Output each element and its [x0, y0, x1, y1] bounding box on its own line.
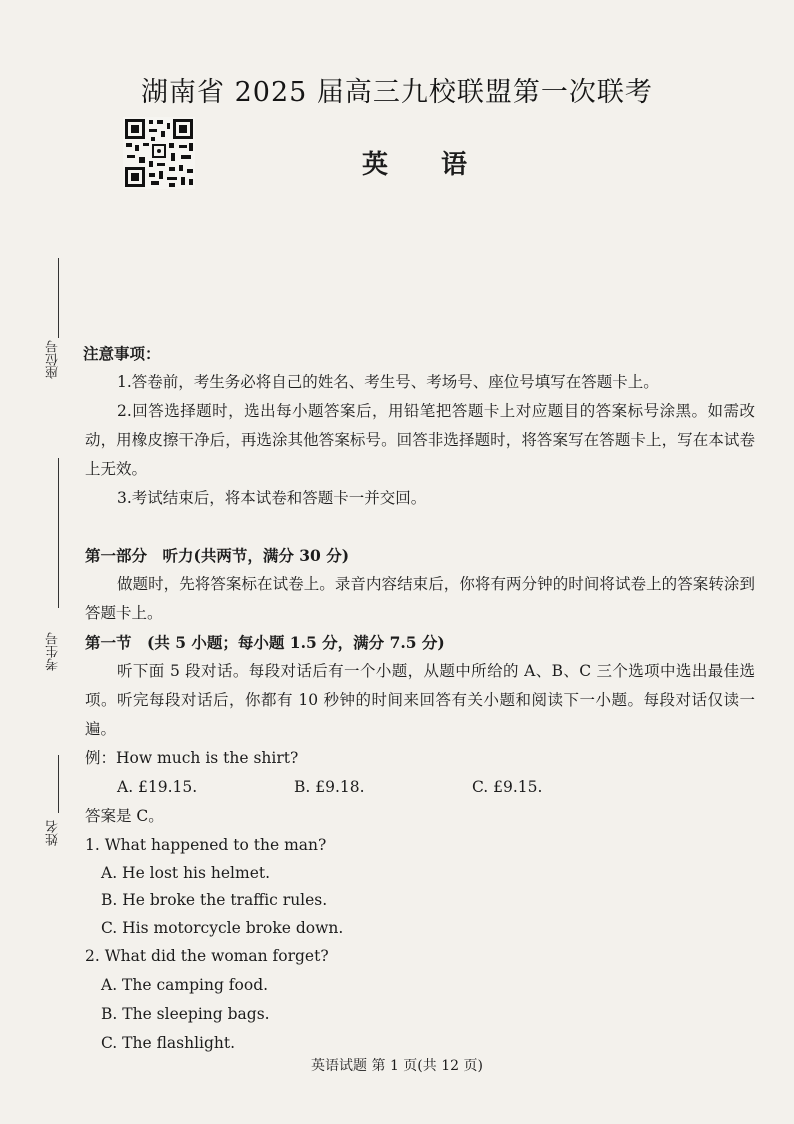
exam-title: 湖南省 2025 届高三九校联盟第一次联考: [141, 77, 653, 108]
exam-no-label: 考生号: [46, 632, 61, 671]
example-option-c: C. £9.15.: [472, 778, 543, 796]
part1-heading: 第一部分 听力(共两节，满分 30 分): [85, 546, 350, 565]
notice-item-1: 1.答卷前，考生务必将自己的姓名、考生号、考场号、座位号填写在答题卡上。: [117, 373, 659, 391]
seat-line: [58, 258, 59, 338]
name-label: 姓名: [46, 820, 61, 846]
exam-no-line: [58, 458, 59, 608]
page-footer: 英语试题 第 1 页(共 12 页): [311, 1058, 483, 1074]
question-1-stem: 1. What happened to the man?: [85, 836, 327, 854]
part1-intro: 做题时，先将答案标在试卷上。录音内容结束后，你将有两分钟的时间将试卷上的答案转涂到答题卡上。: [85, 575, 755, 622]
subject-title: [362, 144, 468, 181]
seat-label: 座位号: [46, 340, 61, 379]
question-2-option-a: A. The camping food.: [101, 976, 269, 994]
question-1-option-c: C. His motorcycle broke down.: [101, 919, 344, 937]
question-1-option-b: B. He broke the traffic rules.: [101, 891, 328, 909]
notice-item-3: 3.考试结束后，将本试卷和答题卡一并交回。: [117, 489, 427, 507]
example-answer: 答案是 C。: [85, 807, 164, 825]
question-2-option-b: B. The sleeping bags.: [101, 1005, 270, 1023]
subject-char-2: 语: [441, 150, 469, 180]
section1-heading: 第一节 (共 5 小题；每小题 1.5 分，满分 7.5 分): [85, 633, 445, 652]
question-2-option-c: C. The flashlight.: [101, 1034, 236, 1052]
notice-heading: 注意事项：: [83, 344, 161, 363]
name-line: [58, 755, 59, 813]
subject-char-1: 英: [362, 150, 390, 180]
question-2-stem: 2. What did the woman forget?: [85, 947, 329, 965]
qr-code: [123, 117, 195, 189]
example-option-b: B. £9.18.: [294, 778, 365, 796]
section1-intro: 听下面 5 段对话。每段对话后有一个小题，从题中所给的 A、B、C 三个选项中选出最佳选项。听完每段对话后，你都有 10 秒钟的时间来回答有关小题和阅读下一小题。每段对话仅读一遍。: [85, 662, 755, 738]
example-option-a: A. £19.15.: [117, 778, 198, 796]
notice-item-2: 2.回答选择题时，选出每小题答案后，用铅笔把答题卡上对应题目的答案标号涂黑。如需改动，用橡皮擦干净后，再选涂其他答案标号。回答非选择题时，将答案写在答题卡上，写在本试卷上无效。: [85, 402, 755, 478]
question-1-option-a: A. He lost his helmet.: [101, 864, 271, 882]
example-question: 例：How much is the shirt?: [85, 749, 299, 767]
